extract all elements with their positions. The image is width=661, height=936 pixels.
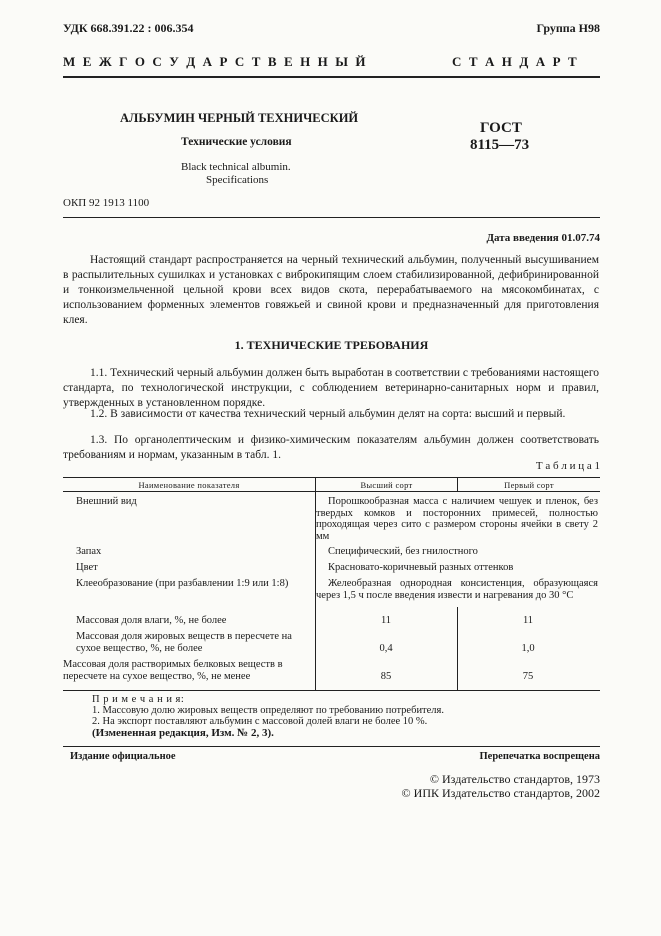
table-row-moisture-name: Массовая доля влаги, %, не более	[76, 615, 227, 626]
paragraph-1-2: 1.2. В зависимости от качества технический черный альбумин делят на сорта: высший и первый.	[90, 408, 566, 420]
table-header-first: Первый сорт	[504, 480, 554, 490]
note-2: 2. На экспорт поставляют альбумин с массовой долей влаги не более 10 %.	[92, 716, 428, 727]
copyright-1973: © Издательство стандартов, 1973	[429, 772, 600, 786]
section-heading: 1. ТЕХНИЧЕСКИЕ ТРЕБОВАНИЯ	[234, 338, 429, 352]
note-1: 1. Массовую долю жировых веществ определяют по требованию потребителя.	[92, 705, 445, 716]
table-header-premium: Высший сорт	[360, 480, 413, 490]
udk-code: УДК 668.391.22 : 006.354	[63, 21, 194, 35]
gost-number: 8115—73	[470, 137, 530, 153]
official-edition: Издание официальное	[70, 751, 176, 762]
table-row-protein-premium: 85	[380, 671, 392, 682]
table-bottom-rule	[63, 690, 600, 691]
table-row-smell-value: Специфический, без гнилостного	[328, 546, 478, 557]
table-header-indicator: Наименование показателя	[138, 480, 240, 490]
reprint-notice: Перепечатка воспрещена	[479, 751, 600, 762]
title-rule	[63, 217, 600, 218]
footer-rule	[63, 746, 600, 747]
document-subtitle: Технические условия	[181, 136, 292, 148]
copyright-2002: © ИПК Издательство стандартов, 2002	[401, 786, 600, 800]
okp-code: ОКП 92 1913 1100	[63, 197, 150, 209]
banner-rule	[63, 76, 600, 78]
table-row-moisture-premium: 11	[380, 615, 392, 626]
gost-label: ГОСТ	[480, 120, 522, 136]
paragraph-1-3: 1.3. По органолептическим и физико-химическим показателям альбумин должен соответствовать требованиям и нормам, указанным в табл. 1.	[63, 434, 599, 461]
table-row-color-value: Красновато-коричневый разных оттенков	[328, 562, 514, 573]
table-row-smell-name: Запах	[76, 546, 102, 557]
table-row-color-name: Цвет	[76, 562, 98, 573]
table-row-fat-premium: 0,4	[379, 643, 393, 654]
banner-word-interstate: М Е Ж Г О С У Д А Р С Т В Е Н Н Ы Й	[63, 54, 368, 69]
table-row-appearance-value: Порошкообразная масса с наличием чешуек и пленок, без твердых комков и посторонних примесей, полностью проходящая через сито с размером стороны ячейки в свету 2 мм	[316, 496, 598, 542]
english-title-line1: Black technical albumin.	[181, 161, 291, 173]
notes-heading: П р и м е ч а н и я:	[92, 694, 185, 705]
group-code: Группа Н98	[536, 21, 600, 35]
document-title: АЛЬБУМИН ЧЕРНЫЙ ТЕХНИЧЕСКИЙ	[120, 111, 359, 125]
paragraph-1-1: 1.1. Технический черный альбумин должен быть выработан в соответствии с требованиями настоящего стандарта, по технологической инструкции, с соблюдением ветеринарно-санитарных норм и правил, утвержденных в установленном порядке.	[63, 367, 599, 409]
table-row-protein-first: 75	[522, 671, 534, 682]
introduction-date: Дата введения 01.07.74	[486, 232, 600, 244]
table-row-protein-name: Массовая доля растворимых белковых веществ в пересчете на сухое вещество, %, не менее	[63, 659, 283, 682]
table-row-glue-value: Желеобразная однородная консистенция, образующаяся через 1,5 ч после введения извести и нагревания до 30 °С	[316, 578, 598, 601]
table-row-fat-name: Массовая доля жировых веществ в пересчете на сухое вещество, %, не более	[76, 631, 292, 654]
table-row-moisture-first: 11	[522, 615, 534, 626]
amendment-note: (Измененная редакция, Изм. № 2, 3).	[92, 727, 274, 739]
table-row-appearance-name: Внешний вид	[76, 496, 137, 507]
english-title-line2: Specifications	[206, 174, 269, 186]
table-top-rule	[63, 477, 600, 478]
intro-paragraph: Настоящий стандарт распространяется на черный технический альбумин, полученный высушиванием в распылительных сушилках и установках с виброкипящим слоем стабилизированной, дефибринированной и тонкоизмельченной цельной крови всех видов скота, перерабатываемого на мясокомбинатах, с использованием форменных элементов говяжьей и свиной крови и предназначенный для приготовления клея.	[63, 254, 599, 326]
table-row-fat-first: 1,0	[521, 643, 535, 654]
banner-word-standard: С Т А Н Д А Р Т	[452, 54, 579, 69]
table-row-glue-name: Клееобразование (при разбавлении 1:9 или 1:8)	[76, 578, 289, 589]
table-label: Т а б л и ц а 1	[535, 460, 600, 472]
